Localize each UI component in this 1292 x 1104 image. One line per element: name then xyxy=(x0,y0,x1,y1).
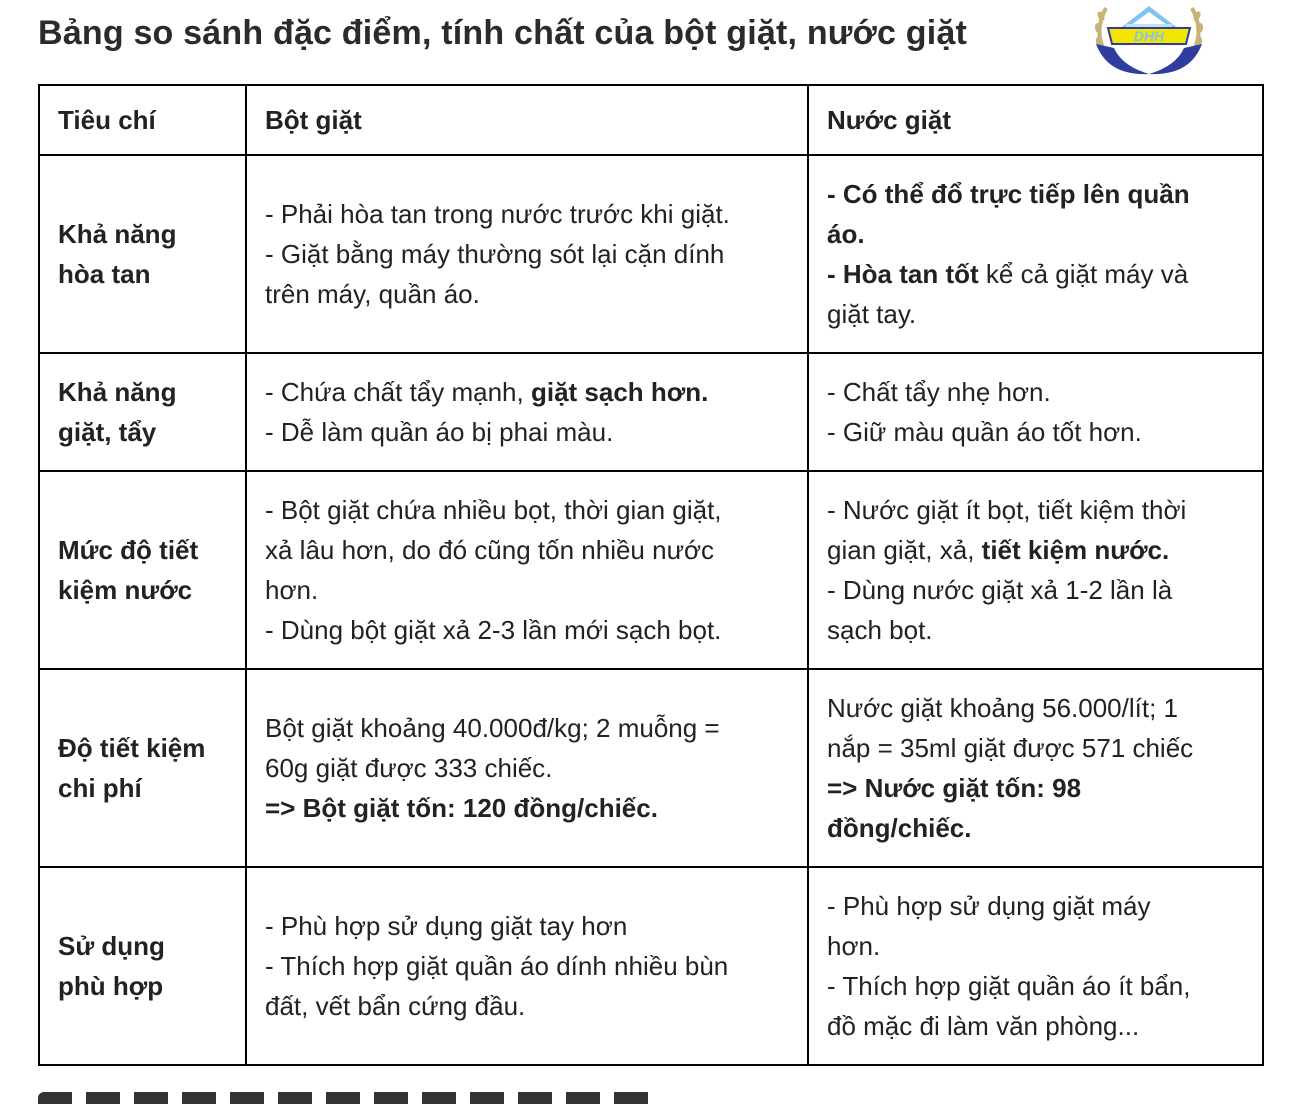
liquid-cell xyxy=(808,669,1263,867)
powder-cell xyxy=(246,353,808,471)
criterion-cell xyxy=(39,867,246,1065)
hands-house-logo-icon xyxy=(1088,0,1210,80)
text-line: nắp = 35ml giặt được 571 chiếc xyxy=(827,733,1194,763)
text-segment: gian giặt, xả, xyxy=(827,535,982,565)
text-line: Bột giặt khoảng 40.000đ/kg; 2 muỗng = xyxy=(265,713,720,743)
text-line: - Phù hợp sử dụng giặt máy xyxy=(827,891,1151,921)
text-line: giặt tay. xyxy=(827,299,917,329)
text-line xyxy=(827,254,1244,294)
text-line: - Phải hòa tan trong nước trước khi giặt. xyxy=(265,199,730,229)
bold-text: => Bột giặt tốn: 120 đồng/chiếc. xyxy=(265,793,658,823)
criterion-line: giặt, tẩy xyxy=(58,417,157,447)
cut-off-heading xyxy=(38,1092,658,1104)
criterion-cell xyxy=(39,155,246,353)
bold-text: - Hòa tan tốt xyxy=(827,259,979,289)
criterion-line: kiệm nước xyxy=(58,575,193,605)
text-line: - Dùng nước giặt xả 1-2 lần là xyxy=(827,575,1173,605)
table-row xyxy=(39,155,1263,353)
text-line: trên máy, quần áo. xyxy=(265,279,480,309)
text-line: sạch bọt. xyxy=(827,615,933,645)
text-line: - Dùng bột giặt xả 2-3 lần mới sạch bọt. xyxy=(265,615,722,645)
logo-text: DHH xyxy=(1133,28,1165,44)
text-line: - Chất tẩy nhẹ hơn. xyxy=(827,377,1051,407)
text-segment: - xyxy=(827,179,843,209)
table-row xyxy=(39,471,1263,669)
cut-off-heading-glyphs xyxy=(38,1092,658,1104)
bold-text: giặt sạch hơn. xyxy=(530,377,709,407)
criterion-line: Mức độ tiết xyxy=(58,535,199,565)
text-line: đất, vết bẩn cứng đầu. xyxy=(265,991,526,1021)
text-segment: - Chứa chất tẩy mạnh, xyxy=(265,377,531,407)
text-line xyxy=(827,530,1244,570)
criterion-line: Khả năng xyxy=(58,377,177,407)
text-line: - Phù hợp sử dụng giặt tay hơn xyxy=(265,911,628,941)
liquid-cell xyxy=(808,353,1263,471)
criterion-line: phù hợp xyxy=(58,971,164,1001)
header-criterion: Tiêu chí xyxy=(39,85,246,155)
text-line xyxy=(265,372,789,412)
criterion-line: Sử dụng xyxy=(58,931,165,961)
text-line: Nước giặt khoảng 56.000/lít; 1 xyxy=(827,693,1178,723)
text-line: - Thích hợp giặt quần áo dính nhiều bùn xyxy=(265,951,729,981)
text-line: - Nước giặt ít bọt, tiết kiệm thời xyxy=(827,495,1187,525)
text-line: - Dễ làm quần áo bị phai màu. xyxy=(265,417,614,447)
text-segment: kể cả giặt máy và xyxy=(978,259,1189,289)
powder-cell xyxy=(246,471,808,669)
header-liquid: Nước giặt xyxy=(808,85,1263,155)
text-line: - Bột giặt chứa nhiều bọt, thời gian giặt, xyxy=(265,495,722,525)
table-row xyxy=(39,867,1263,1065)
criterion-cell xyxy=(39,353,246,471)
table-row xyxy=(39,353,1263,471)
table-header-row xyxy=(39,85,1263,155)
text-line: - Giặt bằng máy thường sót lại cặn dính xyxy=(265,239,725,269)
comparison-table xyxy=(38,84,1264,1066)
page-title: Bảng so sánh đặc điểm, tính chất của bột giặt, nước giặt xyxy=(38,14,968,52)
text-line: xả lâu hơn, do đó cũng tốn nhiều nước xyxy=(265,535,715,565)
bold-text: tiết kiệm nước. xyxy=(981,535,1170,565)
text-line xyxy=(827,174,1244,214)
bold-text: => Nước giặt tốn: 98 xyxy=(827,773,1082,803)
criterion-line: Độ tiết kiệm xyxy=(58,733,206,763)
liquid-cell xyxy=(808,471,1263,669)
powder-cell xyxy=(246,155,808,353)
criterion-cell xyxy=(39,669,246,867)
powder-cell xyxy=(246,867,808,1065)
liquid-cell xyxy=(808,867,1263,1065)
criterion-line: hòa tan xyxy=(58,259,151,289)
powder-cell xyxy=(246,669,808,867)
header-powder: Bột giặt xyxy=(246,85,808,155)
text-line: - Thích hợp giặt quần áo ít bẩn, xyxy=(827,971,1191,1001)
criterion-cell xyxy=(39,471,246,669)
bold-text: áo. xyxy=(827,219,865,249)
liquid-cell xyxy=(808,155,1263,353)
bold-text: đồng/chiếc. xyxy=(827,813,972,843)
text-line: 60g giặt được 333 chiếc. xyxy=(265,753,553,783)
criterion-line: chi phí xyxy=(58,773,142,803)
bold-text: Có thể đổ trực tiếp lên quần xyxy=(842,179,1190,209)
text-line: - Giữ màu quần áo tốt hơn. xyxy=(827,417,1142,447)
table-row xyxy=(39,669,1263,867)
text-line: hơn. xyxy=(827,931,881,961)
criterion-line: Khả năng xyxy=(58,219,177,249)
text-line: hơn. xyxy=(265,575,319,605)
text-line: đồ mặc đi làm văn phòng... xyxy=(827,1011,1140,1041)
dhh-logo xyxy=(1088,0,1210,80)
